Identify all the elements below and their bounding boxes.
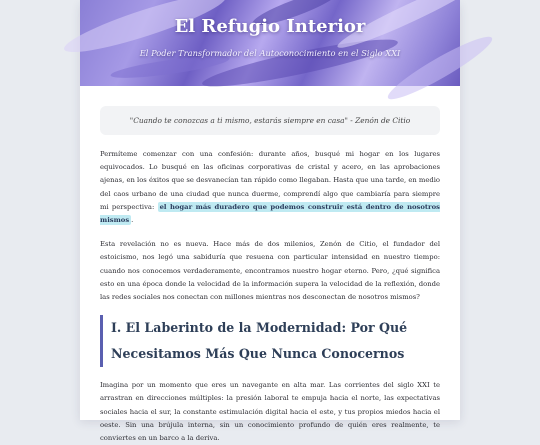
paint-stroke	[200, 31, 400, 94]
article-content	[80, 86, 460, 445]
section-heading: I. El Laberinto de la Modernidad: Por Qué Necesitamos Más Que Nunca Conocernos	[100, 315, 440, 367]
highlighted-phrase: el hogar más duradero que podemos construir está dentro de nosotros mismos	[100, 202, 440, 225]
page-title: El Refugio Interior	[174, 16, 366, 37]
paragraph-navigator: Imagina por un momento que eres un navegante en alta mar. Las corrientes del siglo XXI te arrastran en direcciones múltiples: la presión laboral te empuja hacia el norte, las expectativas sociales hacia el sur, la constante estimulación digital hacia el este, y tus propios miedos hacia el oeste. Sin una brújula interna, sin un conocimiento profundo de quién eres realmente, te conviertes en un barco a la deriva.	[100, 381, 440, 443]
article-page	[80, 0, 460, 443]
page-subtitle: El Poder Transformador del Autoconocimiento en el Siglo XXI	[139, 48, 401, 58]
paragraph-intro	[100, 148, 440, 227]
header-banner	[80, 0, 460, 86]
paragraph-intro-end: .	[131, 216, 134, 225]
epigraph-quote: "Cuando te conozcas a ti mismo, estarás siempre en casa" - Zenón de Citio	[100, 106, 440, 135]
paragraph-intro-text: Permíteme comenzar con una confesión: durante años, busqué mi hogar en los lugares equivocados. Lo busqué en las oficinas corporativas de cristal y acero, en las aprobaciones ajenas, en los éxitos que se desvanecían tan rápido como llegaban. Hasta que una tarde, en medio del caos urbano de una ciudad que nunca duerme, comprendí algo que cambiaría para siempre mi perspectiva:	[100, 150, 440, 211]
paragraph-zenon: Esta revelación no es nueva. Hace más de dos milenios, Zenón de Citio, el fundador del estoicismo, nos legó una sabiduría que resuena con particular intensidad en nuestro tiempo: cuando nos conocemos verdaderamente, encontramos nuestro hogar eterno. Pero, ¿qué significa esto en una época donde la velocidad de la información supera la velocidad de la reflexión, donde las redes sociales nos conectan con millones mientras nos desconectan de nosotros mismos?	[100, 240, 440, 302]
